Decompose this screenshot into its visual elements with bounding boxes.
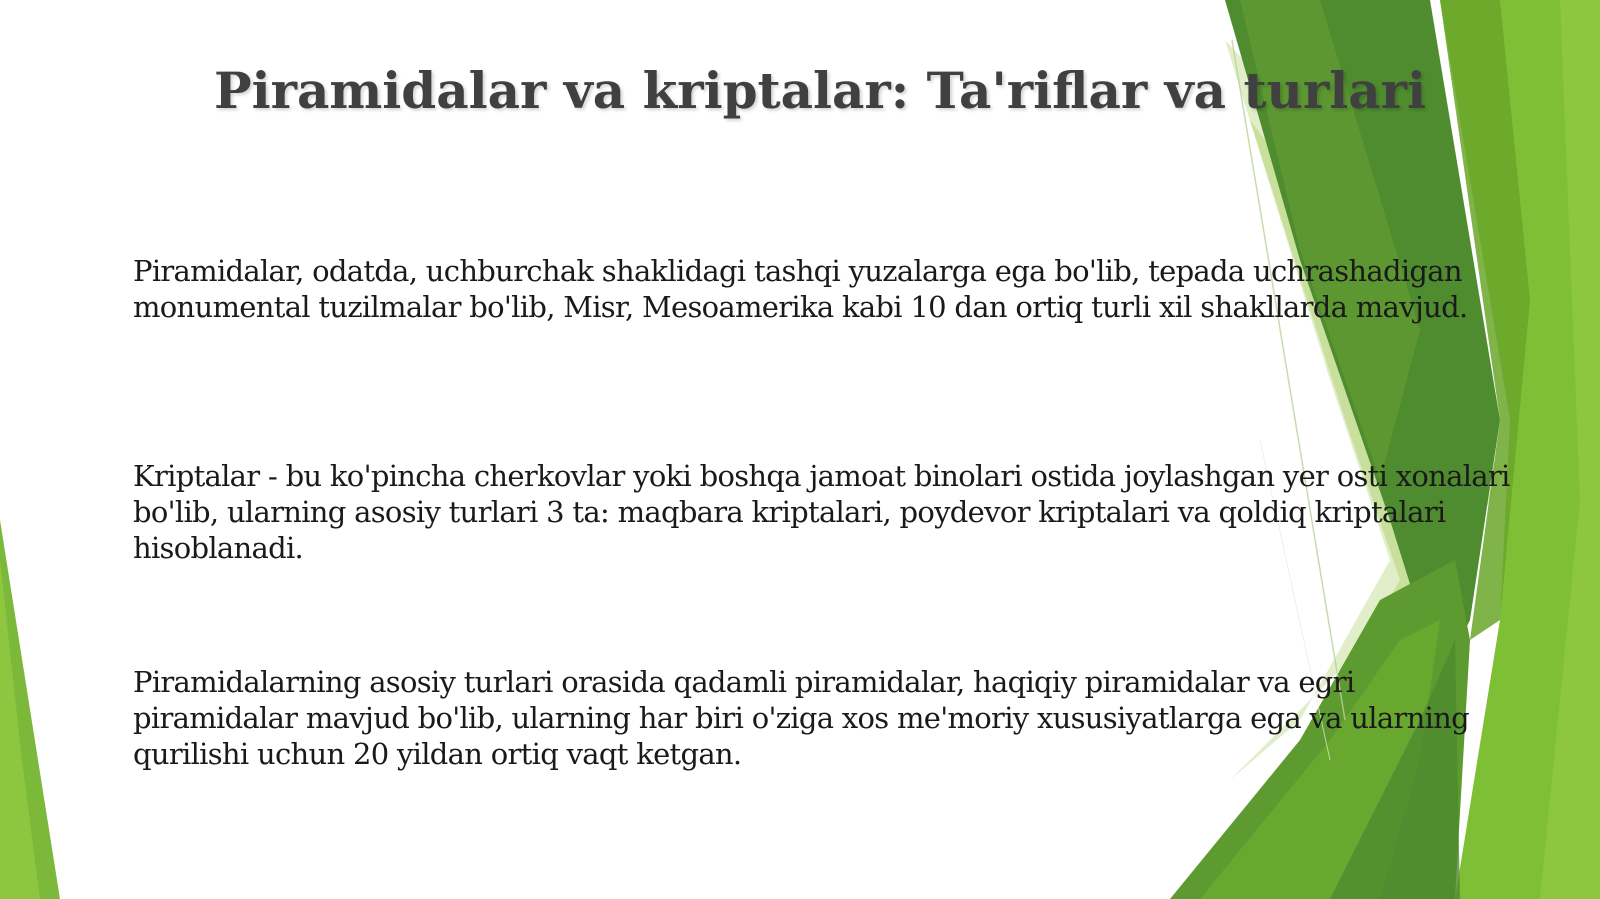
paragraph-pyramid-types: Piramidalarning asosiy turlari orasida qadamli piramidalar, haqiqiy piramidalar va egri piramidalar mavjud bo'lib, ularning har biri o'ziga xos me'moriy xususiyatlarga ega va ularning qurilishi uchun 20 yildan ortiq vaqt ketgan. <box>133 665 1469 771</box>
slide-title: Piramidalar va kriptalar: Ta'riflar va turlari <box>214 61 1426 120</box>
paragraph-pyramids-definition: Piramidalar, odatda, uchburchak shaklidagi tashqi yuzalarga ega bo'lib, tepada uchrashadigan monumental tuzilmalar bo'lib, Misr, Mesoamerika kabi 10 dan ortiq turli xil shakllarda mavjud. <box>133 254 1468 324</box>
paragraph-crypts-definition: Kriptalar - bu ko'pincha cherkovlar yoki boshqa jamoat binolari ostida joylashgan yer osti xonalari bo'lib, ularning asosiy turlari 3 ta: maqbara kriptalari, poydevor kriptalari va qoldiq kriptalari hisoblanadi. <box>133 459 1510 565</box>
